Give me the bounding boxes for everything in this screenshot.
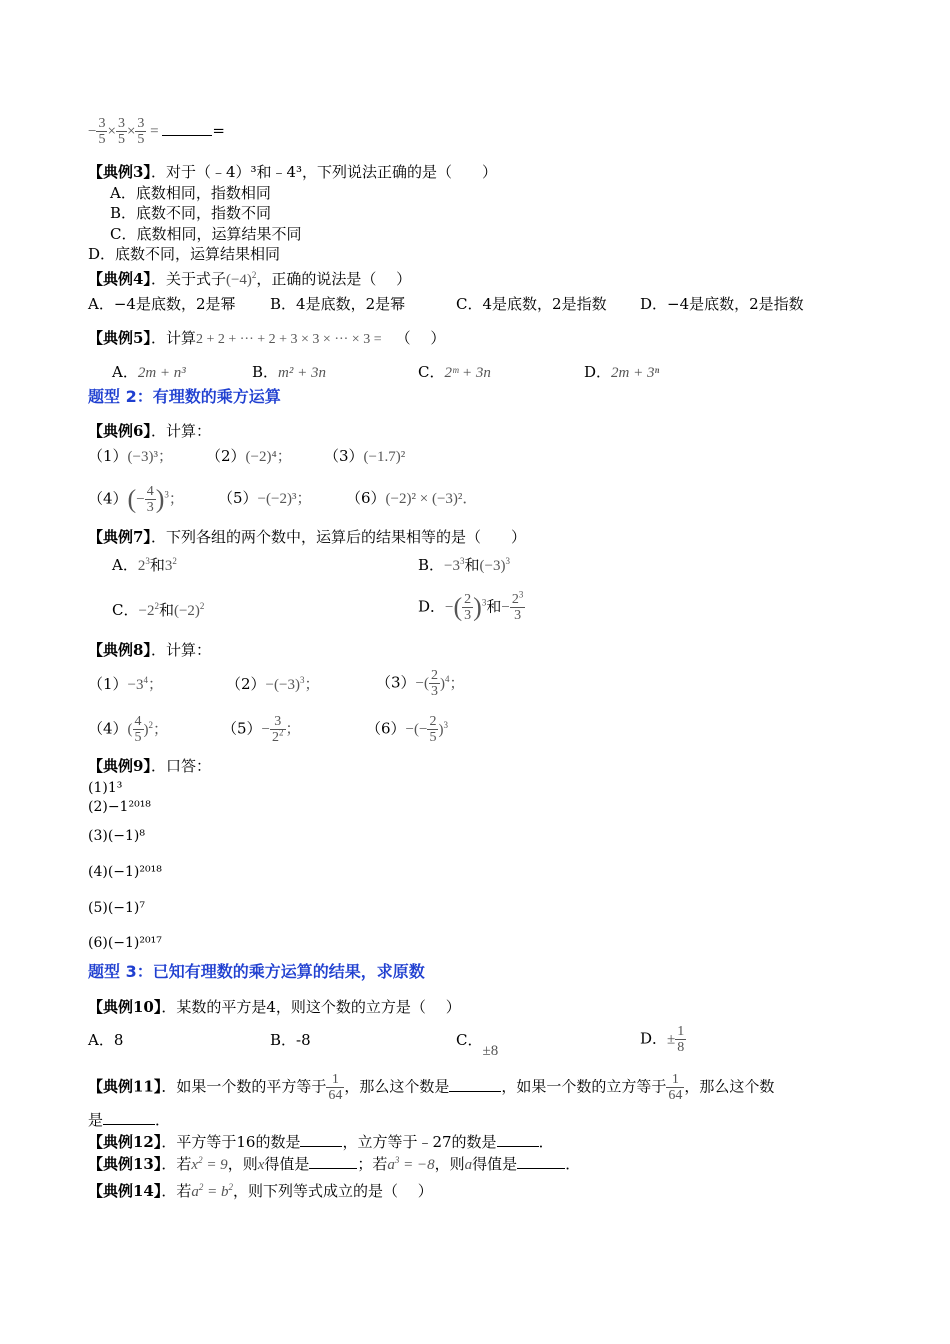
ex7-option-a: A．$2^3$和$3^2$ xyxy=(112,556,177,574)
ex5-option-a: A．2m + n³ xyxy=(112,363,186,381)
ex11-blank-2[interactable] xyxy=(103,1110,155,1125)
ex4-option-c: C．4是底数，2是指数 xyxy=(456,295,607,313)
example-5: 【典例5】．计算2 + 2 + ··· + 2 + 3 × 3 × ··· × 3 = （ ） xyxy=(88,329,446,347)
example-7: 【典例7】．下列各组的两个数中，运算后的结果相等的是（ ） xyxy=(88,528,526,546)
ex4-option-d: D．−4是底数，2是指数 xyxy=(640,295,804,313)
example-13: 【典例13】．若$x^2 = 9$，则x得值是 ；若$a^3 = -8$，则a得值是 ． xyxy=(88,1155,581,1173)
example-6: 【典例6】．计算： xyxy=(88,422,211,440)
example-11: 【典例11】．如果一个数的平方等于 $\frac{1}{64}$ ，那么这个数是 ，如果一个数的立方等于 $\frac{1}{64}$ ，那么这个数 xyxy=(88,1072,775,1103)
ex6-item-3: （3）(−1.7)² xyxy=(324,447,406,465)
ex10-option-d: D．± $\frac{1}{8}$ xyxy=(640,1024,685,1055)
ex9-item-4: (4)(−1)²⁰¹⁸ xyxy=(88,864,162,880)
ex6-item-1: （1）(−3)³； xyxy=(88,447,173,465)
ex8-item-3: （3）−( $\frac{2}{3}$ )$^4$； xyxy=(376,668,465,699)
ex10-option-c: C．±8 xyxy=(456,1031,499,1059)
ex3-option-c: C．底数相同，运算结果不同 xyxy=(110,225,302,243)
ex8-item-5: （5）− $\frac{3}{2^2}$ ； xyxy=(222,714,301,745)
example-14: 【典例14】．若$a^2 = b^2$，则下列等式成立的是（ ） xyxy=(88,1182,433,1200)
ex5-option-d: D．2m + 3ⁿ xyxy=(584,363,660,381)
ex6-item-4: （4）(− $\frac{4}{3}$ )$^3$； xyxy=(88,484,184,515)
ex9-item-2: (2)−1²⁰¹⁸ xyxy=(88,799,151,815)
ex3-option-a: A．底数相同，指数相同 xyxy=(110,184,271,202)
example-11-cont: 是 ． xyxy=(88,1111,171,1129)
example-4: 【典例4】．关于式子$(-4)^2$，正确的说法是（ ） xyxy=(88,270,412,288)
ex9-item-1: (1)1³ xyxy=(88,780,123,796)
ex6-item-6: （6）(−2)² × (−3)²． xyxy=(346,489,478,507)
ex5-option-b: B．m² + 3n xyxy=(252,363,326,381)
ex8-item-1: $(1)-3^4$； xyxy=(88,675,164,693)
ex7-option-b: B．$-3^3$和$(-3)^3$ xyxy=(418,556,510,574)
ex12-blank-1[interactable] xyxy=(300,1132,342,1147)
ex9-item-5: (5)(−1)⁷ xyxy=(88,900,146,916)
ex4-option-b: B．4是底数，2是幂 xyxy=(270,295,406,313)
ex6-item-2: （2）(−2)⁴； xyxy=(206,447,292,465)
ex11-blank-1[interactable] xyxy=(449,1077,501,1092)
example-10: 【典例10】．某数的平方是4，则这个数的立方是（ ） xyxy=(88,998,461,1016)
ex12-blank-2[interactable] xyxy=(497,1132,539,1147)
ex8-item-6: （6）−(− $\frac{2}{5}$ )$^3$ xyxy=(366,714,448,745)
section-title-type2: 题型 2：有理数的乘方运算 xyxy=(88,387,281,406)
ex8-item-2: $(2)-(-3)^3$； xyxy=(226,675,320,693)
example-8: 【典例8】．计算： xyxy=(88,641,211,659)
ex5-option-c: C．2ᵐ + 3n xyxy=(418,363,491,381)
answer-blank[interactable] xyxy=(162,121,212,136)
ex9-item-6: (6)(−1)²⁰¹⁷ xyxy=(88,935,162,951)
ex7-option-c: C．$-2^2$和$(-2)^2$ xyxy=(112,601,205,619)
example-12: 【典例12】．平方等于16的数是 ，立方等于﹣27的数是 ． xyxy=(88,1133,554,1151)
ex10-option-a: A．8 xyxy=(88,1031,124,1049)
ex3-option-d: D．底数不同，运算结果相同 xyxy=(88,245,281,263)
section-title-type3: 题型 3：已知有理数的乘方运算的结果，求原数 xyxy=(88,962,425,981)
ex6-item-5: （5）−(−2)³； xyxy=(218,489,312,507)
top-expression: − $\frac{3}{5}$ × $\frac{3}{5}$ × $\frac{3}{5}$ = = xyxy=(88,116,225,147)
ex10-option-b: B．-8 xyxy=(270,1031,311,1049)
ex9-item-3: (3)(−1)⁸ xyxy=(88,828,146,844)
example-3: 【典例3】．对于（﹣4）³和﹣4³，下列说法正确的是（ ） xyxy=(88,163,498,181)
ex13-blank-2[interactable] xyxy=(517,1154,565,1169)
ex8-item-4: （4）( $\frac{4}{5}$ )$^2$； xyxy=(88,714,169,745)
ex7-option-d: D．−( $\frac{2}{3}$ )$^3$和− $\frac{2^3}{3}$ xyxy=(418,589,524,623)
example-9: 【典例9】．口答： xyxy=(88,757,211,775)
ex3-option-b: B．底数不同，指数不同 xyxy=(110,204,272,222)
ex13-blank-1[interactable] xyxy=(309,1154,357,1169)
ex4-option-a: A．−4是底数，2是幂 xyxy=(88,295,236,313)
